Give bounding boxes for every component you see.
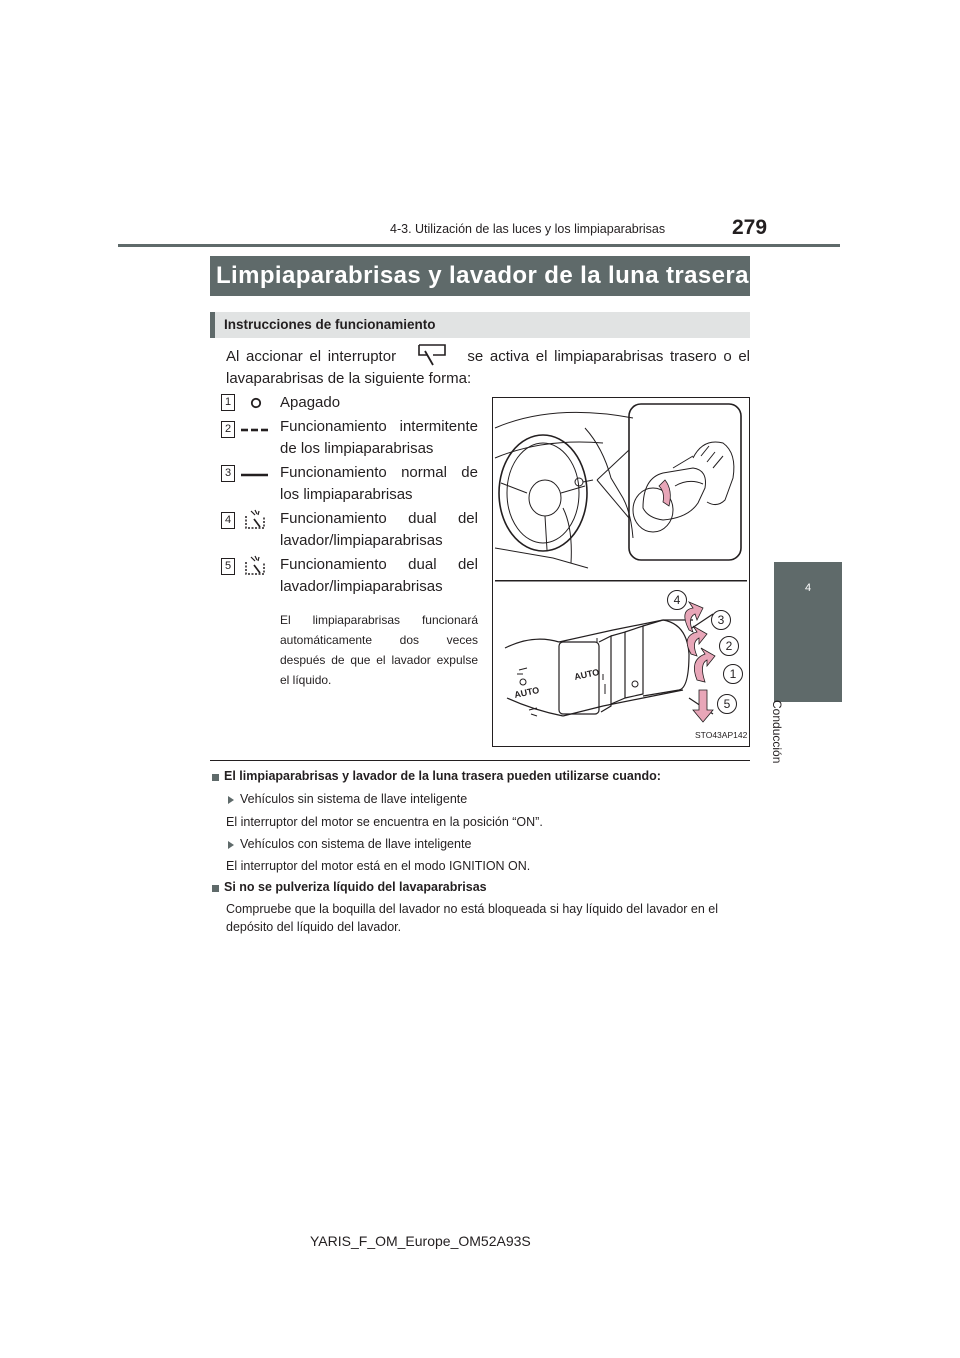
- document-footer: YARIS_F_OM_Europe_OM52A93S: [310, 1233, 531, 1249]
- intro-paragraph: [226, 346, 750, 390]
- subheading-stripe: [210, 312, 215, 338]
- subheading: Instrucciones de funcionamiento: [224, 317, 436, 332]
- page-title-bar: [210, 256, 750, 296]
- wiper-lever-figure: [492, 397, 750, 747]
- figure-illustration: [493, 398, 749, 746]
- note-text-2: El interruptor del motor está en el modo IGNITION ON.: [226, 859, 531, 873]
- intermittent-dashes-icon: [240, 422, 270, 440]
- item-number-1: 1: [221, 394, 235, 411]
- page-title: Limpiaparabrisas y lavador de la luna trasera: [216, 262, 749, 289]
- normal-line-icon: [240, 467, 270, 485]
- item-text-2: Funcionamiento intermitente de los limpiaparabrisas: [280, 418, 478, 457]
- section-rule: [210, 760, 750, 761]
- washer-wiper-icon: [242, 509, 268, 536]
- item-number-2: 2: [221, 421, 235, 438]
- heading-square-icon: [212, 774, 219, 781]
- note-bullet-2: Vehículos con sistema de llave inteligente: [240, 837, 472, 851]
- item-text-3: Funcionamiento normal de los limpiaparabrisas: [280, 464, 478, 503]
- heading-square-icon: [212, 885, 219, 892]
- item-text-1: Apagado: [280, 394, 341, 411]
- subheading-bar: [210, 312, 750, 338]
- intro-after: se activa el limpiaparabrisas trasero o el lavaparabrisas de la siguiente forma:: [226, 348, 751, 387]
- note-heading-1: El limpiaparabrisas y lavador de la luna trasera pueden utilizarse cuando:: [224, 769, 661, 783]
- callout-4: 4: [667, 590, 687, 610]
- item-number-5: 5: [221, 558, 235, 575]
- item-number-3: 3: [221, 465, 235, 482]
- item-text-4: Funcionamiento dual del lavador/limpiaparabrisas: [280, 510, 478, 549]
- svg-text:AUTO: AUTO: [573, 666, 601, 682]
- header-rule: [118, 244, 840, 247]
- washer-wiper-icon: [242, 555, 268, 582]
- callout-3: 3: [711, 610, 731, 630]
- svg-text:AUTO: AUTO: [513, 684, 541, 700]
- chapter-label-wrap: [770, 640, 800, 764]
- note-text-1: El interruptor del motor se encuentra en la posición “ON”.: [226, 815, 543, 829]
- callout-2: 2: [719, 636, 739, 656]
- item-text-5: Funcionamiento dual del lavador/limpiaparabrisas: [280, 556, 478, 595]
- section-header: 4-3. Utilización de las luces y los limpiaparabrisas: [390, 222, 666, 236]
- bullet-triangle-icon: [228, 841, 234, 849]
- note-bullet-1: Vehículos sin sistema de llave inteligente: [240, 792, 468, 806]
- chapter-number: 4: [804, 582, 812, 594]
- callout-5: 5: [717, 694, 737, 714]
- page-number: 279: [732, 216, 768, 239]
- chapter-label: Conducción: [770, 700, 784, 764]
- callout-1: 1: [723, 664, 743, 684]
- note-text-3: Compruebe que la boquilla del lavador no está bloqueada si hay líquido del lavador en el depósito del líquido del lavador.: [226, 902, 719, 934]
- item-number-4: 4: [221, 512, 235, 529]
- bullet-triangle-icon: [228, 796, 234, 804]
- intro-before: Al accionar el interruptor: [226, 348, 397, 365]
- note-heading-2: Si no se pulveriza líquido del lavaparabrisas: [224, 880, 487, 894]
- item-5-note: El limpiaparabrisas funcionará automáticamente dos veces después de que el lavador expulse el líquido.: [280, 613, 478, 687]
- off-circle-icon: [248, 396, 264, 415]
- rear-wiper-switch-icon: [403, 350, 461, 364]
- figure-code: STO43AP142: [695, 730, 748, 740]
